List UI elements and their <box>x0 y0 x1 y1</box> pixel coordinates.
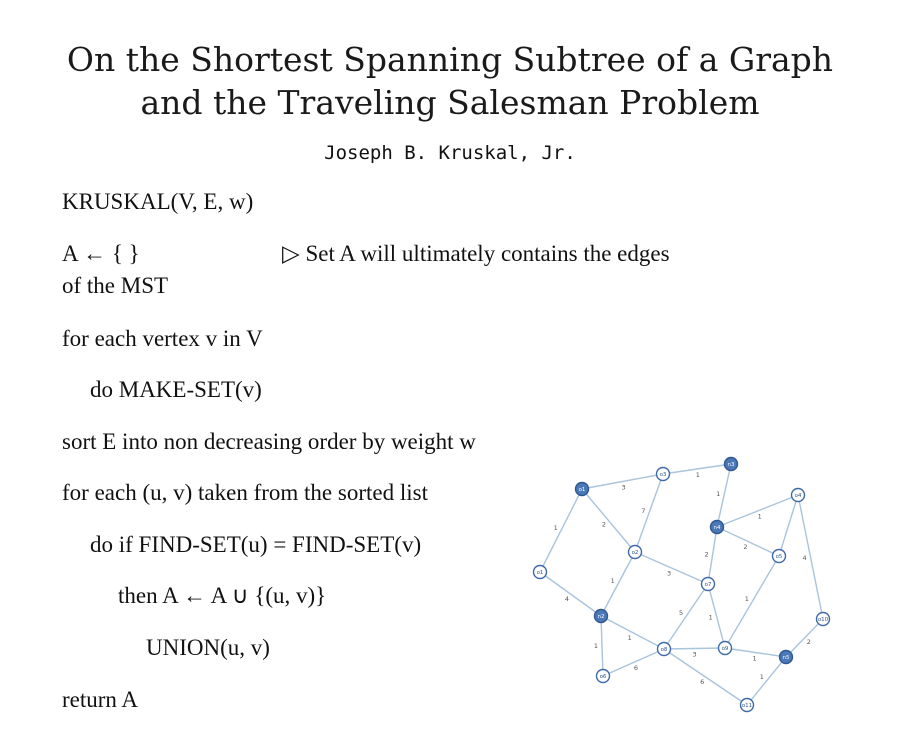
graph-node-label: o2 <box>631 550 639 556</box>
graph-edge-n8-n9 <box>664 648 725 649</box>
graph-node-nn4 <box>711 521 724 534</box>
graph-node-label: o8 <box>660 647 668 653</box>
pseudocode-make-set: do MAKE-SET(v) <box>90 377 262 402</box>
title-line-1: On the Shortest Spanning Subtree of a Graph <box>66 40 834 79</box>
edge-weight-label: 1 <box>695 470 700 479</box>
edge-weight-label: 6 <box>700 677 705 686</box>
graph-node-label: n3 <box>727 462 735 468</box>
edge-weight-label: 2 <box>601 520 606 529</box>
graph-edge-nn2-n8 <box>601 616 664 649</box>
edge-weight-label: 1 <box>759 673 764 682</box>
graph-node-label: o4 <box>794 493 802 499</box>
graph-node-n11 <box>741 699 754 712</box>
pseudocode-header: KRUSKAL(V, E, w) <box>62 189 254 214</box>
graph-node-n9 <box>719 642 732 655</box>
edge-weight-label: 4 <box>564 594 570 603</box>
graph-edge-nn5-n10 <box>786 619 823 657</box>
graph-edge-nn4-n5 <box>717 527 779 556</box>
edge-weight-label: 2 <box>743 542 748 551</box>
graph-edge-n4-n5 <box>779 495 798 556</box>
pseudocode-for-vertices: for each vertex v in V <box>62 326 263 351</box>
pseudocode-return: return A <box>62 687 139 712</box>
edge-weight-label: 1 <box>752 654 757 663</box>
graph-node-n6 <box>597 670 610 683</box>
graph-node-label: o1 <box>578 487 586 493</box>
graph-node-n8 <box>658 643 671 656</box>
graph-node-n7 <box>702 578 715 591</box>
graph-node-label: n2 <box>597 614 605 620</box>
graph-node-n5 <box>773 550 786 563</box>
edge-weight-label: 2 <box>704 550 709 559</box>
graph-node-label: n5 <box>782 655 790 661</box>
graph-node-label: o1 <box>536 570 544 576</box>
graph-edge-nn4-n4 <box>717 495 798 527</box>
title-line-2: and the Traveling Salesman Problem <box>140 83 760 122</box>
edge-weight-label: 1 <box>757 512 762 521</box>
graph-node-label: o11 <box>741 703 753 709</box>
pseudocode-if-find-set: do if FIND-SET(u) = FIND-SET(v) <box>90 532 422 557</box>
graph-node-n1 <box>576 483 589 496</box>
edge-weight-label: 4 <box>802 554 807 563</box>
edge-weight-label: 3 <box>667 569 672 578</box>
edge-weight-label: 1 <box>708 613 713 622</box>
graph-edge-nn4-n7 <box>708 527 717 584</box>
graph-edge-n1-n1b <box>540 489 582 572</box>
edge-weight-label: 3 <box>692 650 697 659</box>
edge-weight-label: 3 <box>621 483 626 492</box>
graph-node-label: n4 <box>713 525 721 531</box>
graph-edge-nn5-n11 <box>747 657 786 705</box>
graph-node-n1b <box>534 566 547 579</box>
graph-edge-n5-n9 <box>725 556 779 648</box>
pseudocode-comment: ▷ Set A will ultimately contains the edges <box>282 241 670 266</box>
graph-edge-n1-n2 <box>582 489 635 552</box>
pseudocode-init: A ← { } <box>62 241 140 266</box>
graph-edge-n3-n2 <box>635 474 663 552</box>
graph-edges <box>540 464 823 705</box>
graph-edge-nn2-n6 <box>601 616 603 676</box>
graph-node-n3 <box>657 468 670 481</box>
pseudocode-comment-continuation: of the MST <box>62 273 169 298</box>
graph-node-n4 <box>792 489 805 502</box>
edge-weight-label: 1 <box>593 642 599 651</box>
graph-edge-n7-n8 <box>664 584 708 649</box>
pseudocode-sort: sort E into non decreasing order by weight w <box>62 429 476 454</box>
edge-weight-label: 6 <box>633 663 638 672</box>
graph-node-n10 <box>817 613 830 626</box>
pseudocode-for-edges: for each (u, v) taken from the sorted list <box>62 480 428 505</box>
author-name: Joseph B. Kruskal, Jr. <box>324 142 576 164</box>
graph-node-nn5 <box>780 651 793 664</box>
graph-node-label: o3 <box>659 472 667 478</box>
edge-weight-label: 7 <box>641 506 646 515</box>
graph-node-label: o10 <box>817 617 829 623</box>
graph-node-label: o7 <box>704 582 712 588</box>
graph-edge-n1b-nn2 <box>540 572 601 616</box>
edge-weight-label: 1 <box>744 594 749 603</box>
edge-weight-label: 1 <box>610 577 615 586</box>
graph-node-label: o5 <box>775 554 783 560</box>
edge-weight-label: 1 <box>716 490 721 499</box>
graph-edge-n2-n7 <box>635 552 708 584</box>
pseudocode-union: UNION(u, v) <box>146 635 270 660</box>
edge-weight-label: 5 <box>678 609 684 618</box>
graph-node-nn3 <box>725 458 738 471</box>
edge-weight-label: 1 <box>553 523 558 532</box>
graph-node-n2 <box>629 546 642 559</box>
edge-weight-label: 2 <box>806 638 811 647</box>
graph-edge-n2-nn2 <box>601 552 635 616</box>
graph-node-label: o9 <box>721 646 729 652</box>
pseudocode-then-union: then A ← A ∪ {(u, v)} <box>118 583 327 608</box>
graph-edge-n8-n11 <box>664 649 747 705</box>
graph-node-nn2 <box>595 610 608 623</box>
graph-node-label: o6 <box>599 674 607 680</box>
edge-weight-label: 1 <box>627 633 632 642</box>
